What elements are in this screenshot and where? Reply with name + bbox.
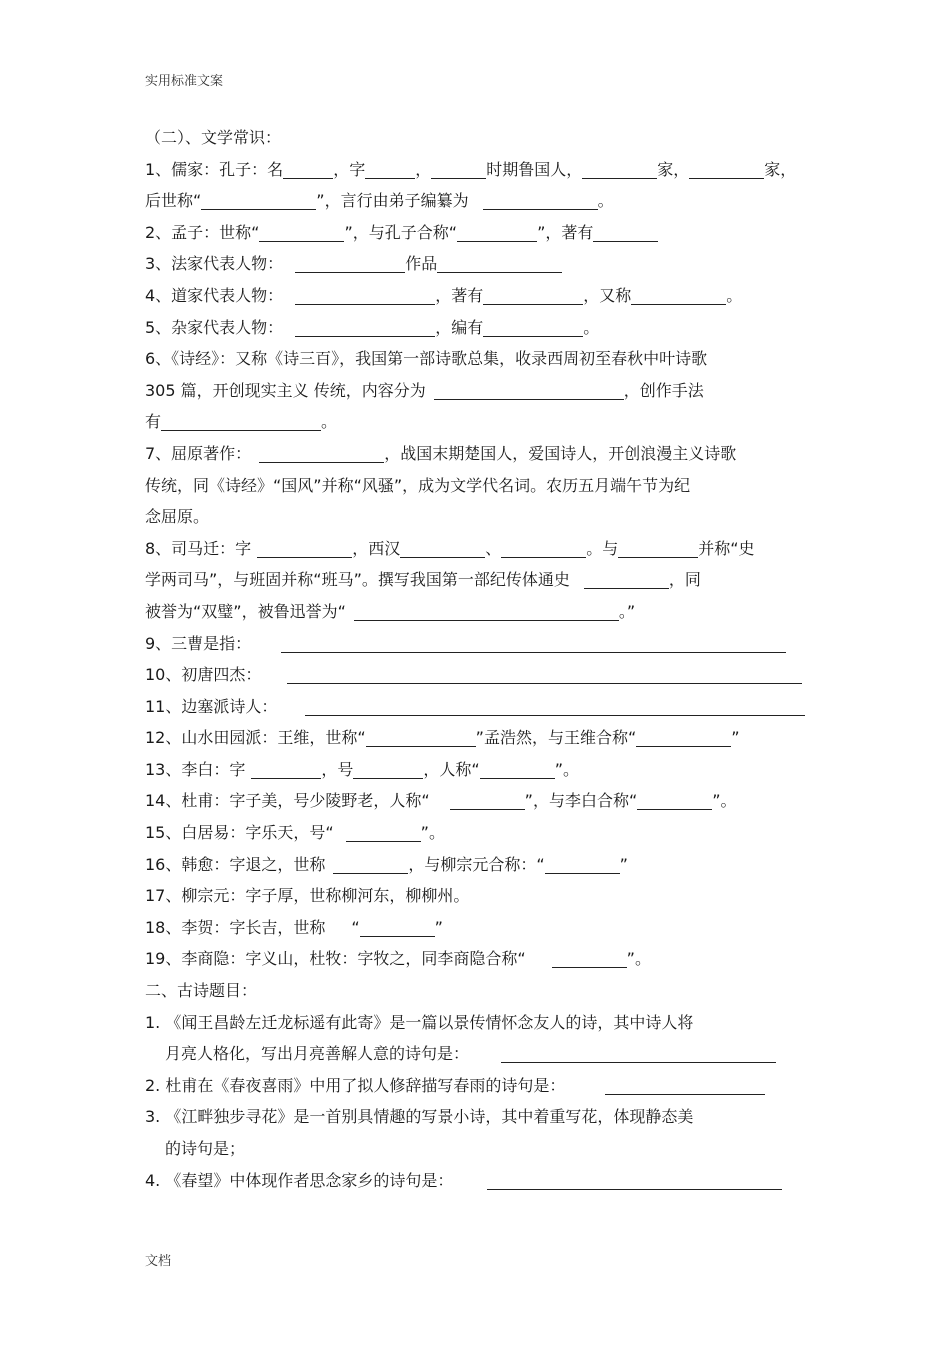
- blank-field[interactable]: [582, 159, 657, 179]
- blank-field[interactable]: [431, 159, 486, 179]
- question-10: 10、初唐四杰：: [145, 659, 810, 691]
- blank-field[interactable]: [631, 285, 726, 305]
- blank-field[interactable]: [283, 159, 333, 179]
- question-6: 6、《诗经》：又称《诗三百》，我国第一部诗歌总集，收录西周初至春秋中叶诗歌: [145, 349, 708, 369]
- question-4: 4、道家代表人物： ，著有 ，又称 。: [145, 285, 743, 305]
- question-2: 2、孟子：世称“ ”，与孔子合称“ ”，著有: [145, 217, 810, 249]
- blank-field[interactable]: [689, 159, 764, 179]
- question-8: 8、司马迁：字 ，西汉 、 。与 并称“史: [145, 538, 755, 558]
- blank-field[interactable]: [281, 633, 786, 653]
- blank-field[interactable]: [501, 1043, 776, 1063]
- blank-field[interactable]: [360, 917, 435, 937]
- blank-field[interactable]: [483, 317, 583, 337]
- blank-field[interactable]: [353, 759, 423, 779]
- question-19: 19、李商隐：字义山，杜牧：字牧之，同李商隐合称“ ”。: [145, 949, 651, 969]
- question-6-cont2: 有 。: [145, 412, 338, 432]
- question-12: 12、山水田园派：王维，世称“ ”孟浩然，与王维合称“ ”: [145, 728, 740, 748]
- question-8-cont: 学两司马”，与班固并称“班马”。撰写我国第一部纪传体通史 ，同: [145, 570, 701, 590]
- blank-field[interactable]: [618, 538, 698, 558]
- blank-field[interactable]: [480, 759, 555, 779]
- question-5: 5、杂家代表人物： ，编有 。: [145, 317, 600, 337]
- blank-field[interactable]: [434, 380, 624, 400]
- question-18: 18、李贺：字长吉，世称 “ ”: [145, 917, 443, 937]
- question-11: 11、边塞派诗人：: [145, 691, 810, 723]
- question-15: 15、白居易：字乐天，号“ ”。: [145, 823, 445, 843]
- blank-field[interactable]: [637, 790, 712, 810]
- blank-field[interactable]: [605, 1075, 765, 1095]
- question-9: 9、三曹是指：: [145, 628, 810, 660]
- question-7-cont2: 念屈原。: [145, 507, 210, 527]
- blank-field[interactable]: [251, 759, 321, 779]
- question-7: 7、屈原著作： ，战国末期楚国人，爱国诗人，开创浪漫主义诗歌: [145, 443, 737, 463]
- poem-question-4: 4. 《春望》中体现作者思念家乡的诗句是：: [145, 1165, 810, 1197]
- blank-field[interactable]: [161, 411, 321, 431]
- blank-field[interactable]: [295, 317, 435, 337]
- blank-field[interactable]: [552, 948, 627, 968]
- question-3: 3、法家代表人物： 作品: [145, 248, 810, 280]
- blank-field[interactable]: [295, 253, 405, 273]
- blank-field[interactable]: [483, 190, 598, 210]
- question-13: 13、李白：字 ，号 ，人称“ ”。: [145, 759, 579, 779]
- question-8-cont2: 被誉为“双璧”，被鲁迅誉为“ 。”: [145, 601, 636, 621]
- poem-question-1-cont: 月亮人格化，写出月亮善解人意的诗句是：: [145, 1038, 810, 1070]
- blank-field[interactable]: [450, 790, 525, 810]
- worksheet-body: [145, 122, 810, 1196]
- blank-field[interactable]: [354, 601, 619, 621]
- poem-question-3-cont: 的诗句是；: [165, 1139, 246, 1158]
- blank-field[interactable]: [365, 159, 415, 179]
- blank-field[interactable]: [287, 664, 802, 684]
- question-1-cont: 后世称“ ”，言行由弟子编纂为 。: [145, 191, 614, 211]
- blank-field[interactable]: [333, 854, 408, 874]
- question-16: 16、韩愈：字退之，世称 ，与柳宗元合称：“ ”: [145, 854, 628, 874]
- blank-field[interactable]: [257, 538, 352, 558]
- page-footer: 文档: [145, 1254, 172, 1269]
- blank-field[interactable]: [295, 285, 435, 305]
- part2-title: 二、古诗题目：: [145, 981, 258, 1001]
- question-6-cont: 305 篇，开创现实主义 传统，内容分为 ，创作手法: [145, 380, 704, 400]
- question-1: 1、儒家：孔子：名 ，字 ， 时期鲁国人， 家， 家，: [145, 159, 797, 179]
- poem-question-3: 3. 《江畔独步寻花》是一首别具情趣的写景小诗，其中着重写花，体现静态美: [145, 1107, 694, 1127]
- blank-field[interactable]: [636, 727, 731, 747]
- blank-field[interactable]: [259, 222, 344, 242]
- blank-field[interactable]: [201, 190, 316, 210]
- page-header: 实用标准文案: [145, 74, 224, 89]
- blank-field[interactable]: [593, 222, 658, 242]
- poem-question-1: 1. 《闻王昌龄左迁龙标遥有此寄》是一篇以景传情怀念友人的诗，其中诗人将: [145, 1012, 694, 1032]
- section-title: （二）、文学常识：: [145, 128, 282, 147]
- question-7-cont: 传统，同《诗经》“国风”并称“风骚”，成为文学代名词。农历五月端午节为纪: [145, 475, 691, 495]
- question-17: 17、柳宗元：字子厚，世称柳河东，柳柳州。: [145, 886, 470, 906]
- poem-question-2: 2. 杜甫在《春夜喜雨》中用了拟人修辞描写春雨的诗句是：: [145, 1070, 810, 1102]
- blank-field[interactable]: [259, 443, 384, 463]
- blank-field[interactable]: [437, 253, 562, 273]
- blank-field[interactable]: [305, 696, 805, 716]
- blank-field[interactable]: [501, 538, 586, 558]
- blank-field[interactable]: [400, 538, 485, 558]
- blank-field[interactable]: [346, 822, 421, 842]
- blank-field[interactable]: [584, 569, 669, 589]
- blank-field[interactable]: [483, 285, 583, 305]
- blank-field[interactable]: [366, 727, 476, 747]
- question-14: 14、杜甫：字子美，号少陵野老，人称“ ”，与李白合称“ ”。: [145, 791, 737, 811]
- blank-field[interactable]: [545, 854, 620, 874]
- blank-field[interactable]: [487, 1170, 782, 1190]
- blank-field[interactable]: [457, 222, 537, 242]
